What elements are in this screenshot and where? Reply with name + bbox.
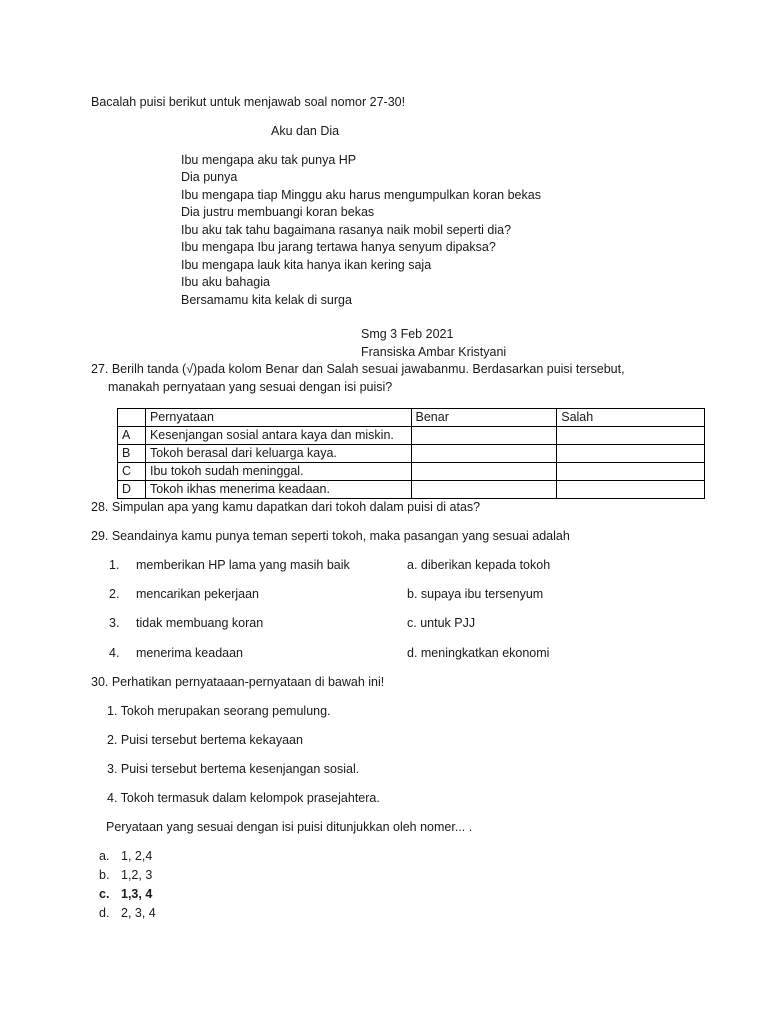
table-row — [118, 427, 705, 445]
question-28: 28. Simpulan apa yang kamu dapatkan dari tokoh dalam puisi di atas? — [91, 500, 481, 514]
poem-line: Dia justru membuangi koran bekas — [181, 205, 375, 219]
poem-title: Aku dan Dia — [271, 124, 340, 138]
true-cell[interactable] — [411, 463, 557, 481]
table-row — [118, 481, 705, 499]
match-left-number: 3. — [109, 616, 120, 630]
true-cell[interactable] — [411, 445, 557, 463]
table-header-row — [118, 409, 705, 427]
true-cell[interactable] — [411, 481, 557, 499]
row-key: B — [118, 445, 146, 463]
option-a[interactable]: 1, 2,4 — [121, 849, 153, 863]
question-27-continued: manakah pernyataan yang sesuai dengan isi puisi? — [108, 380, 393, 394]
row-statement: Ibu tokoh sudah meninggal. — [145, 463, 411, 481]
row-statement: Tokoh ikhas menerima keadaan. — [145, 481, 411, 499]
poem-line: Ibu aku bahagia — [181, 275, 270, 289]
row-key: A — [118, 427, 146, 445]
match-left-item: tidak membuang koran — [136, 616, 264, 630]
question-30: 30. Perhatikan pernyataaan-pernyataan di bawah ini! — [91, 675, 385, 689]
option-c[interactable]: 1,3, 4 — [121, 887, 153, 901]
question-29: 29. Seandainya kamu punya teman seperti tokoh, maka pasangan yang sesuai adalah — [91, 529, 570, 543]
match-left-item: mencarikan pekerjaan — [136, 587, 259, 601]
poem-line: Ibu mengapa lauk kita hanya ikan kering saja — [181, 258, 432, 272]
match-right-item: c. untuk PJJ — [407, 616, 476, 630]
false-cell[interactable] — [557, 427, 705, 445]
option-b[interactable]: 1,2, 3 — [121, 868, 153, 882]
row-statement: Kesenjangan sosial antara kaya dan miskin. — [145, 427, 411, 445]
row-key: D — [118, 481, 146, 499]
statement-table — [117, 408, 705, 499]
match-right-item: d. meningkatkan ekonomi — [407, 646, 550, 660]
table-row — [118, 445, 705, 463]
match-left-item: menerima keadaan — [136, 646, 244, 660]
poem-author: Fransiska Ambar Kristyani — [361, 345, 507, 359]
option-letter: c. — [99, 887, 110, 901]
table-header-false: Salah — [557, 409, 705, 427]
table-header-statement: Pernyataan — [145, 409, 411, 427]
table-row — [118, 463, 705, 481]
match-left-number: 4. — [109, 646, 120, 660]
row-statement: Tokoh berasal dari keluarga kaya. — [145, 445, 411, 463]
poem-line: Ibu mengapa Ibu jarang tertawa hanya senyum dipaksa? — [181, 240, 496, 254]
match-left-number: 2. — [109, 587, 120, 601]
statement-item: 4. Tokoh termasuk dalam kelompok prasejahtera. — [107, 791, 380, 805]
question-27: 27. Berilh tanda (√)pada kolom Benar dan Salah sesuai jawabanmu. Berdasarkan puisi tersebut, — [91, 362, 625, 376]
poem-line: Ibu mengapa aku tak punya HP — [181, 153, 357, 167]
true-cell[interactable] — [411, 427, 557, 445]
match-left-number: 1. — [109, 558, 120, 572]
table-header-true: Benar — [411, 409, 557, 427]
option-letter: a. — [99, 849, 110, 863]
row-key: C — [118, 463, 146, 481]
false-cell[interactable] — [557, 463, 705, 481]
option-letter: b. — [99, 868, 110, 882]
statement-item: 1. Tokoh merupakan seorang pemulung. — [107, 704, 331, 718]
poem-line: Ibu aku tak tahu bagaimana rasanya naik mobil seperti dia? — [181, 223, 512, 237]
option-letter: d. — [99, 906, 110, 920]
poem-date: Smg 3 Feb 2021 — [361, 327, 454, 341]
false-cell[interactable] — [557, 481, 705, 499]
option-d[interactable]: 2, 3, 4 — [121, 906, 156, 920]
match-right-item: b. supaya ibu tersenyum — [407, 587, 544, 601]
table-header-blank — [118, 409, 146, 427]
answer-prompt: Peryataan yang sesuai dengan isi puisi ditunjukkan oleh nomer... . — [106, 820, 473, 834]
match-left-item: memberikan HP lama yang masih baik — [136, 558, 350, 572]
false-cell[interactable] — [557, 445, 705, 463]
poem-line: Ibu mengapa tiap Minggu aku harus mengumpulkan koran bekas — [181, 188, 541, 202]
statement-item: 3. Puisi tersebut bertema kesenjangan sosial. — [107, 762, 360, 776]
poem-line: Dia punya — [181, 170, 238, 184]
match-right-item: a. diberikan kepada tokoh — [407, 558, 551, 572]
instruction-text: Bacalah puisi berikut untuk menjawab soal nomor 27-30! — [91, 95, 406, 109]
poem-line: Bersamamu kita kelak di surga — [181, 293, 352, 307]
statement-item: 2. Puisi tersebut bertema kekayaan — [107, 733, 303, 747]
